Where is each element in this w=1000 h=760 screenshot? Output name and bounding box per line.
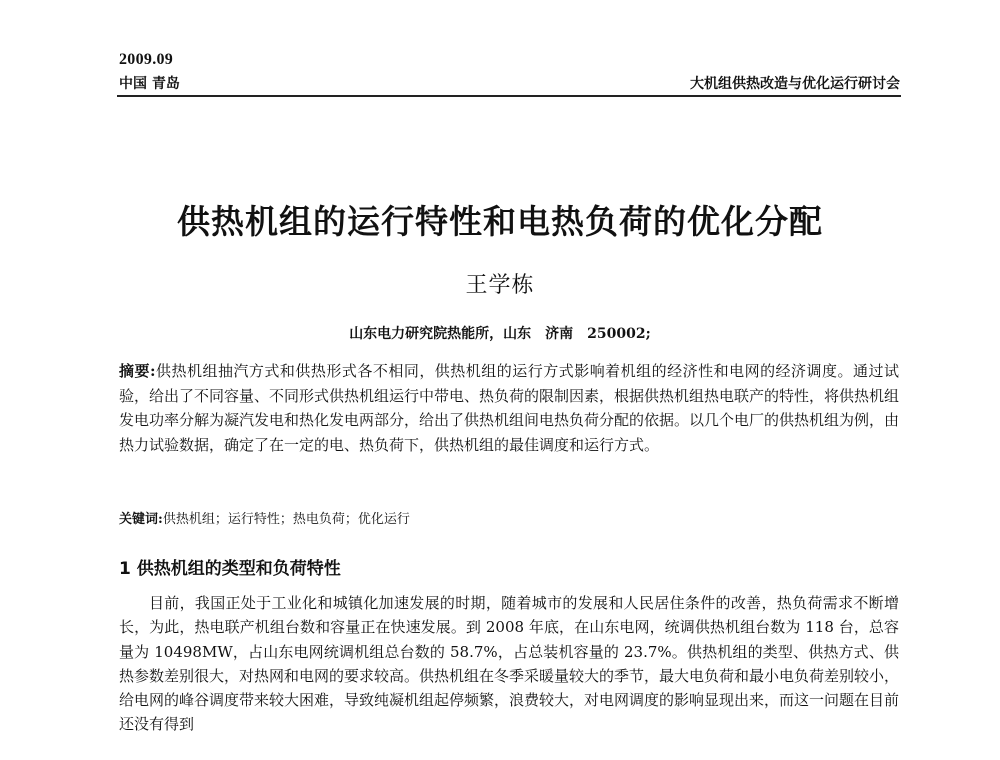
header-rule — [117, 95, 901, 97]
abstract — [119, 359, 899, 457]
abstract-text: 供热机组抽汽方式和供热形式各不相同，供热机组的运行方式影响着机组的经济性和电网的经济调度。通过试验，给出了不同容量、不同形式供热机组运行中带电、热负荷的限制因素，根据供热机组热电联产的特性，将供热机组发电功率分解为凝汽发电和热化发电两部分，给出了供热机组间电热负荷分配的依据。以几个电厂的供热机组为例，由热力试验数据，确定了在一定的电、热负荷下，供热机组的最佳调度和运行方式。 — [119, 362, 900, 454]
keywords — [119, 510, 899, 530]
paper-title: 供热机组的运行特性和电热负荷的优化分配 — [177, 202, 823, 241]
header-location: 中国 青岛 — [119, 76, 180, 92]
author-affiliation: 山东电力研究院热能所，山东 济南 250002; — [349, 326, 651, 342]
keywords-label: 关键词: — [119, 512, 163, 527]
header-conference: 大机组供热改造与优化运行研讨会 — [690, 76, 900, 92]
keywords-text: 供热机组；运行特性；热电负荷；优化运行 — [162, 512, 410, 527]
header-date: 2009.09 — [119, 51, 174, 68]
abstract-label: 摘要: — [119, 362, 156, 380]
paper-author: 王学栋 — [465, 273, 535, 298]
section-1-title: 1 供热机组的类型和负荷特性 — [119, 559, 341, 579]
section-1-paragraph: 目前，我国正处于工业化和城镇化加速发展的时期，随着城市的发展和人民居住条件的改善，热负荷需求不断增长，为此，热电联产机组台数和容量正在快速发展。到 2008 年底，在山东电网，统调供热机组台数为 118 台，总容量为 10498MW，占山东电网统调机组总台数的 58.7%，占总装机容量的 23.7%。供热机组的类型、供热方式、供热参数差别很大，对热网和电网的要求较高。供热机组在冬季采暖量较大的季节，最大电负荷和最小电负荷差别较小，给电网的峰谷调度带来较大困难，导致纯凝机组起停频繁，浪费较大，对电网调度的影响显现出来，而这一问题在目前还没有得到 — [119, 594, 900, 734]
